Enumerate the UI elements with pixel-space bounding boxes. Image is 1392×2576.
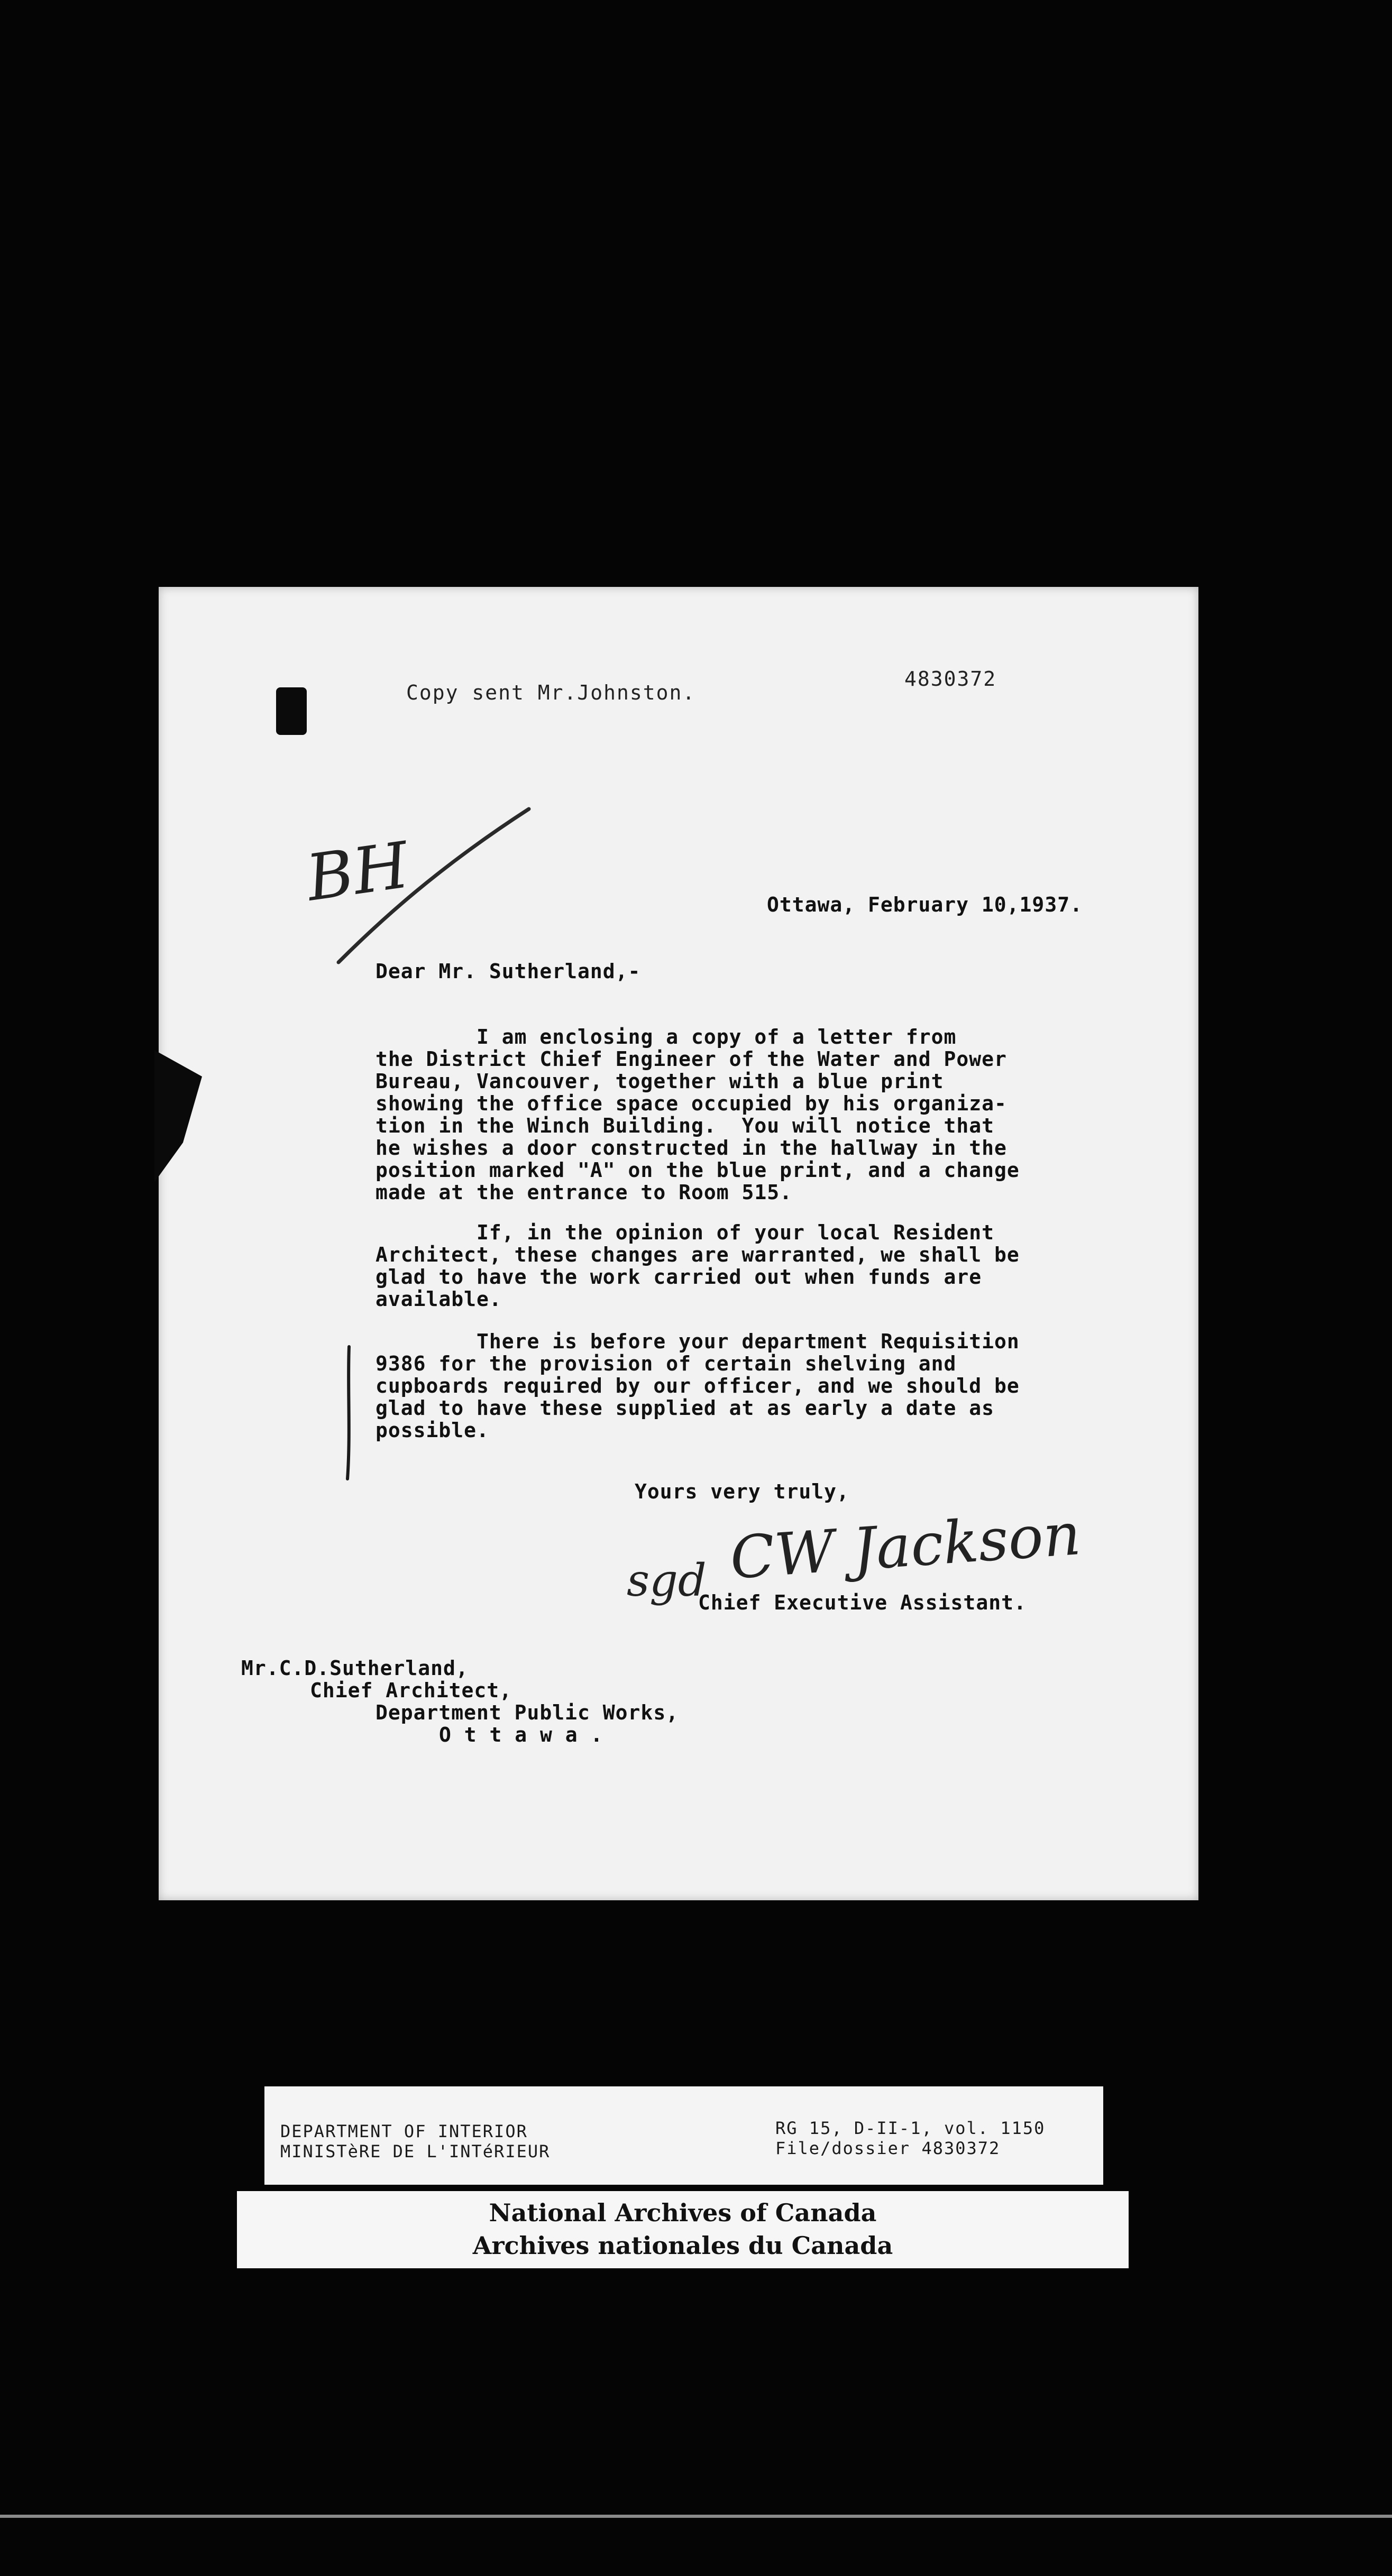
margin-line-mark [341, 1344, 357, 1482]
address-line-3: Department Public Works, [376, 1701, 679, 1724]
address-line-1: Mr.C.D.Sutherland, [241, 1657, 469, 1680]
department-french: MINISTèRE DE L'INTéRIEUR [280, 2141, 551, 2161]
page-tear [154, 1050, 202, 1182]
closing: Yours very truly, [635, 1480, 849, 1503]
film-edge-line [0, 2515, 1392, 2518]
archives-name-english: National Archives of Canada [489, 2198, 877, 2227]
file-reference: File/dossier 4830372 [775, 2138, 1001, 2158]
signature-prefix: sgd [627, 1554, 707, 1606]
handwritten-initials: BH [302, 829, 414, 916]
salutation: Dear Mr. Sutherland,- [376, 960, 641, 983]
date-line: Ottawa, February 10,1937. [767, 893, 1083, 916]
address-line-4: O t t a w a . [439, 1723, 603, 1746]
body-paragraph-2: If, in the opinion of your local Resident Architect, these changes are warranted, we shall be glad to have the work carried out when funds are available. [376, 1221, 1020, 1311]
archive-reference-label [264, 2086, 1103, 2185]
handwritten-slash-mark [333, 798, 534, 968]
handwritten-signature: CW Jackson [728, 1500, 1083, 1592]
body-paragraph-1: I am enclosing a copy of a letter from the District Chief Engineer of the Water and Power Bureau, Vancouver, together with a blue print showing the office space occupied by his organiza- tion in the Winch Building. You will notice that he wishes a door constructed in the hallway in the position marked "A" on the blue print, and a change made at the entrance to Room 515. [376, 1025, 1020, 1204]
department-english: DEPARTMENT OF INTERIOR [280, 2121, 528, 2141]
body-paragraph-3: There is before your department Requisition 9386 for the provision of certain shelving and cupboards required by our officer, and we should be glad to have these supplied at as early a date as possible. [376, 1330, 1020, 1442]
letter-page [159, 587, 1198, 1900]
file-number: 4830372 [904, 667, 997, 691]
address-line-2: Chief Architect, [310, 1679, 512, 1702]
punch-hole [276, 687, 307, 735]
copy-note: Copy sent Mr.Johnston. [406, 681, 696, 704]
archives-name-french: Archives nationales du Canada [472, 2231, 893, 2260]
signer-title: Chief Executive Assistant. [698, 1591, 1027, 1614]
record-group-reference: RG 15, D-II-1, vol. 1150 [775, 2118, 1046, 2138]
national-archives-banner [237, 2191, 1129, 2268]
